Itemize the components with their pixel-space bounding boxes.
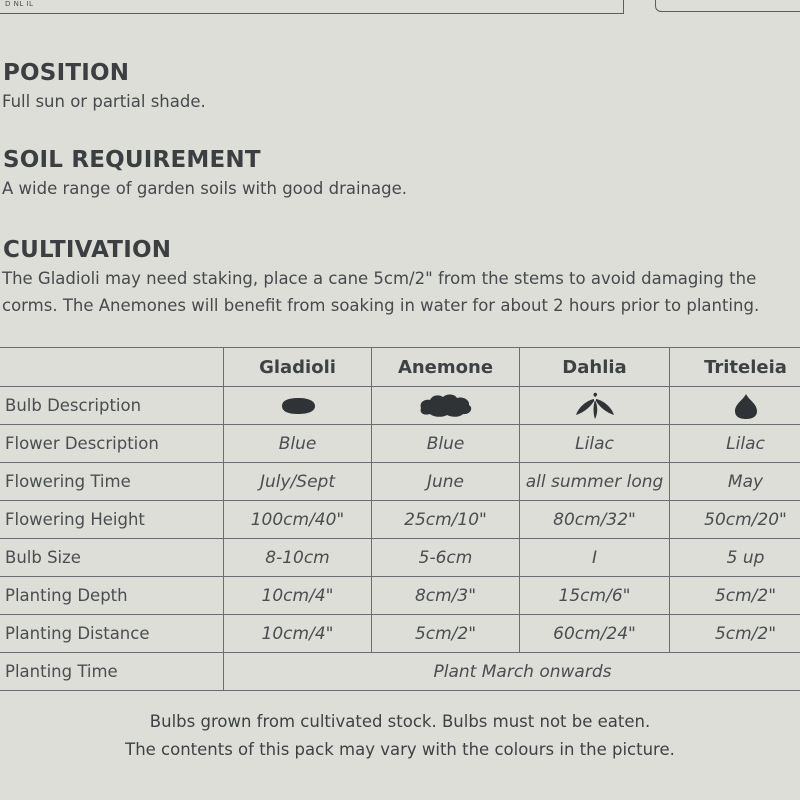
row-label: Planting Distance [0, 615, 224, 653]
column-header-triteleia: Triteleia [670, 348, 800, 387]
cultivation-text [2, 265, 759, 319]
table-cell: 10cm/4" [224, 577, 372, 615]
row-label: Flowering Time [0, 463, 224, 501]
position-heading: POSITION [3, 60, 130, 86]
table-row [0, 387, 800, 425]
cultivation-line-1: The Gladioli may need staking, place a cane 5cm/2" from the stems to avoid damaging the [2, 269, 757, 288]
table-cell: all summer long [520, 463, 670, 501]
table-corner-cell [0, 348, 224, 387]
table-cell: 25cm/10" [372, 501, 520, 539]
table-cell: July/Sept [224, 463, 372, 501]
table-row [0, 653, 800, 691]
table-cell: 80cm/32" [520, 501, 670, 539]
table-cell: Lilac [520, 425, 670, 463]
table-row [0, 615, 800, 653]
table-cell: May [670, 463, 800, 501]
table-cell: 5cm/2" [670, 615, 800, 653]
table-cell: 10cm/4" [224, 615, 372, 653]
column-header-gladioli: Gladioli [224, 348, 372, 387]
row-label: Bulb Size [0, 539, 224, 577]
table-row [0, 539, 800, 577]
table-cell: 60cm/24" [520, 615, 670, 653]
triteleia-corm-cell [670, 387, 800, 425]
top-right-box [655, 0, 800, 12]
table-cell: 8-10cm [224, 539, 372, 577]
table-cell: 5 up [670, 539, 800, 577]
column-header-dahlia: Dahlia [520, 348, 670, 387]
table-cell: 50cm/20" [670, 501, 800, 539]
table-cell: I [520, 539, 670, 577]
table-cell: June [372, 463, 520, 501]
anemone-corm-cell [372, 387, 520, 425]
column-header-anemone: Anemone [372, 348, 520, 387]
soil-heading: SOIL REQUIREMENT [3, 147, 261, 173]
row-label: Planting Depth [0, 577, 224, 615]
gladioli-corm-cell [224, 387, 372, 425]
cultivation-heading: CULTIVATION [3, 237, 172, 263]
table-cell: 100cm/40" [224, 501, 372, 539]
dahlia-tuber-cell [520, 387, 670, 425]
table-cell: Lilac [670, 425, 800, 463]
footer-line-2: The contents of this pack may vary with the colours in the picture. [125, 740, 675, 759]
dahlia-tuber-icon [573, 391, 617, 421]
bulb-info-table [0, 347, 800, 691]
table-cell: 5-6cm [372, 539, 520, 577]
table-row [0, 501, 800, 539]
table-cell: 5cm/2" [372, 615, 520, 653]
top-panel-box [0, 0, 624, 14]
table-row [0, 463, 800, 501]
row-label: Flowering Height [0, 501, 224, 539]
row-label: Bulb Description [0, 387, 224, 425]
table-cell: 15cm/6" [520, 577, 670, 615]
table-cell: Blue [372, 425, 520, 463]
table-cell: Blue [224, 425, 372, 463]
table-cell: 5cm/2" [670, 577, 800, 615]
soil-text: A wide range of garden soils with good drainage. [2, 179, 407, 198]
gladioli-corm-icon [278, 395, 318, 417]
footer-line-1: Bulbs grown from cultivated stock. Bulbs must not be eaten. [149, 712, 651, 731]
table-header-row [0, 348, 800, 387]
planting-time-cell: Plant March onwards [224, 653, 800, 691]
anemone-corm-icon [417, 392, 475, 420]
table-cell: 8cm/3" [372, 577, 520, 615]
row-label: Planting Time [0, 653, 224, 691]
top-code: D NL IL [5, 0, 34, 8]
table-row [0, 425, 800, 463]
row-label: Flower Description [0, 425, 224, 463]
cultivation-line-2: corms. The Anemones will benefit from soaking in water for about 2 hours prior to planting. [2, 296, 760, 315]
triteleia-corm-icon [731, 391, 761, 421]
position-text: Full sun or partial shade. [2, 92, 206, 111]
table-row [0, 577, 800, 615]
